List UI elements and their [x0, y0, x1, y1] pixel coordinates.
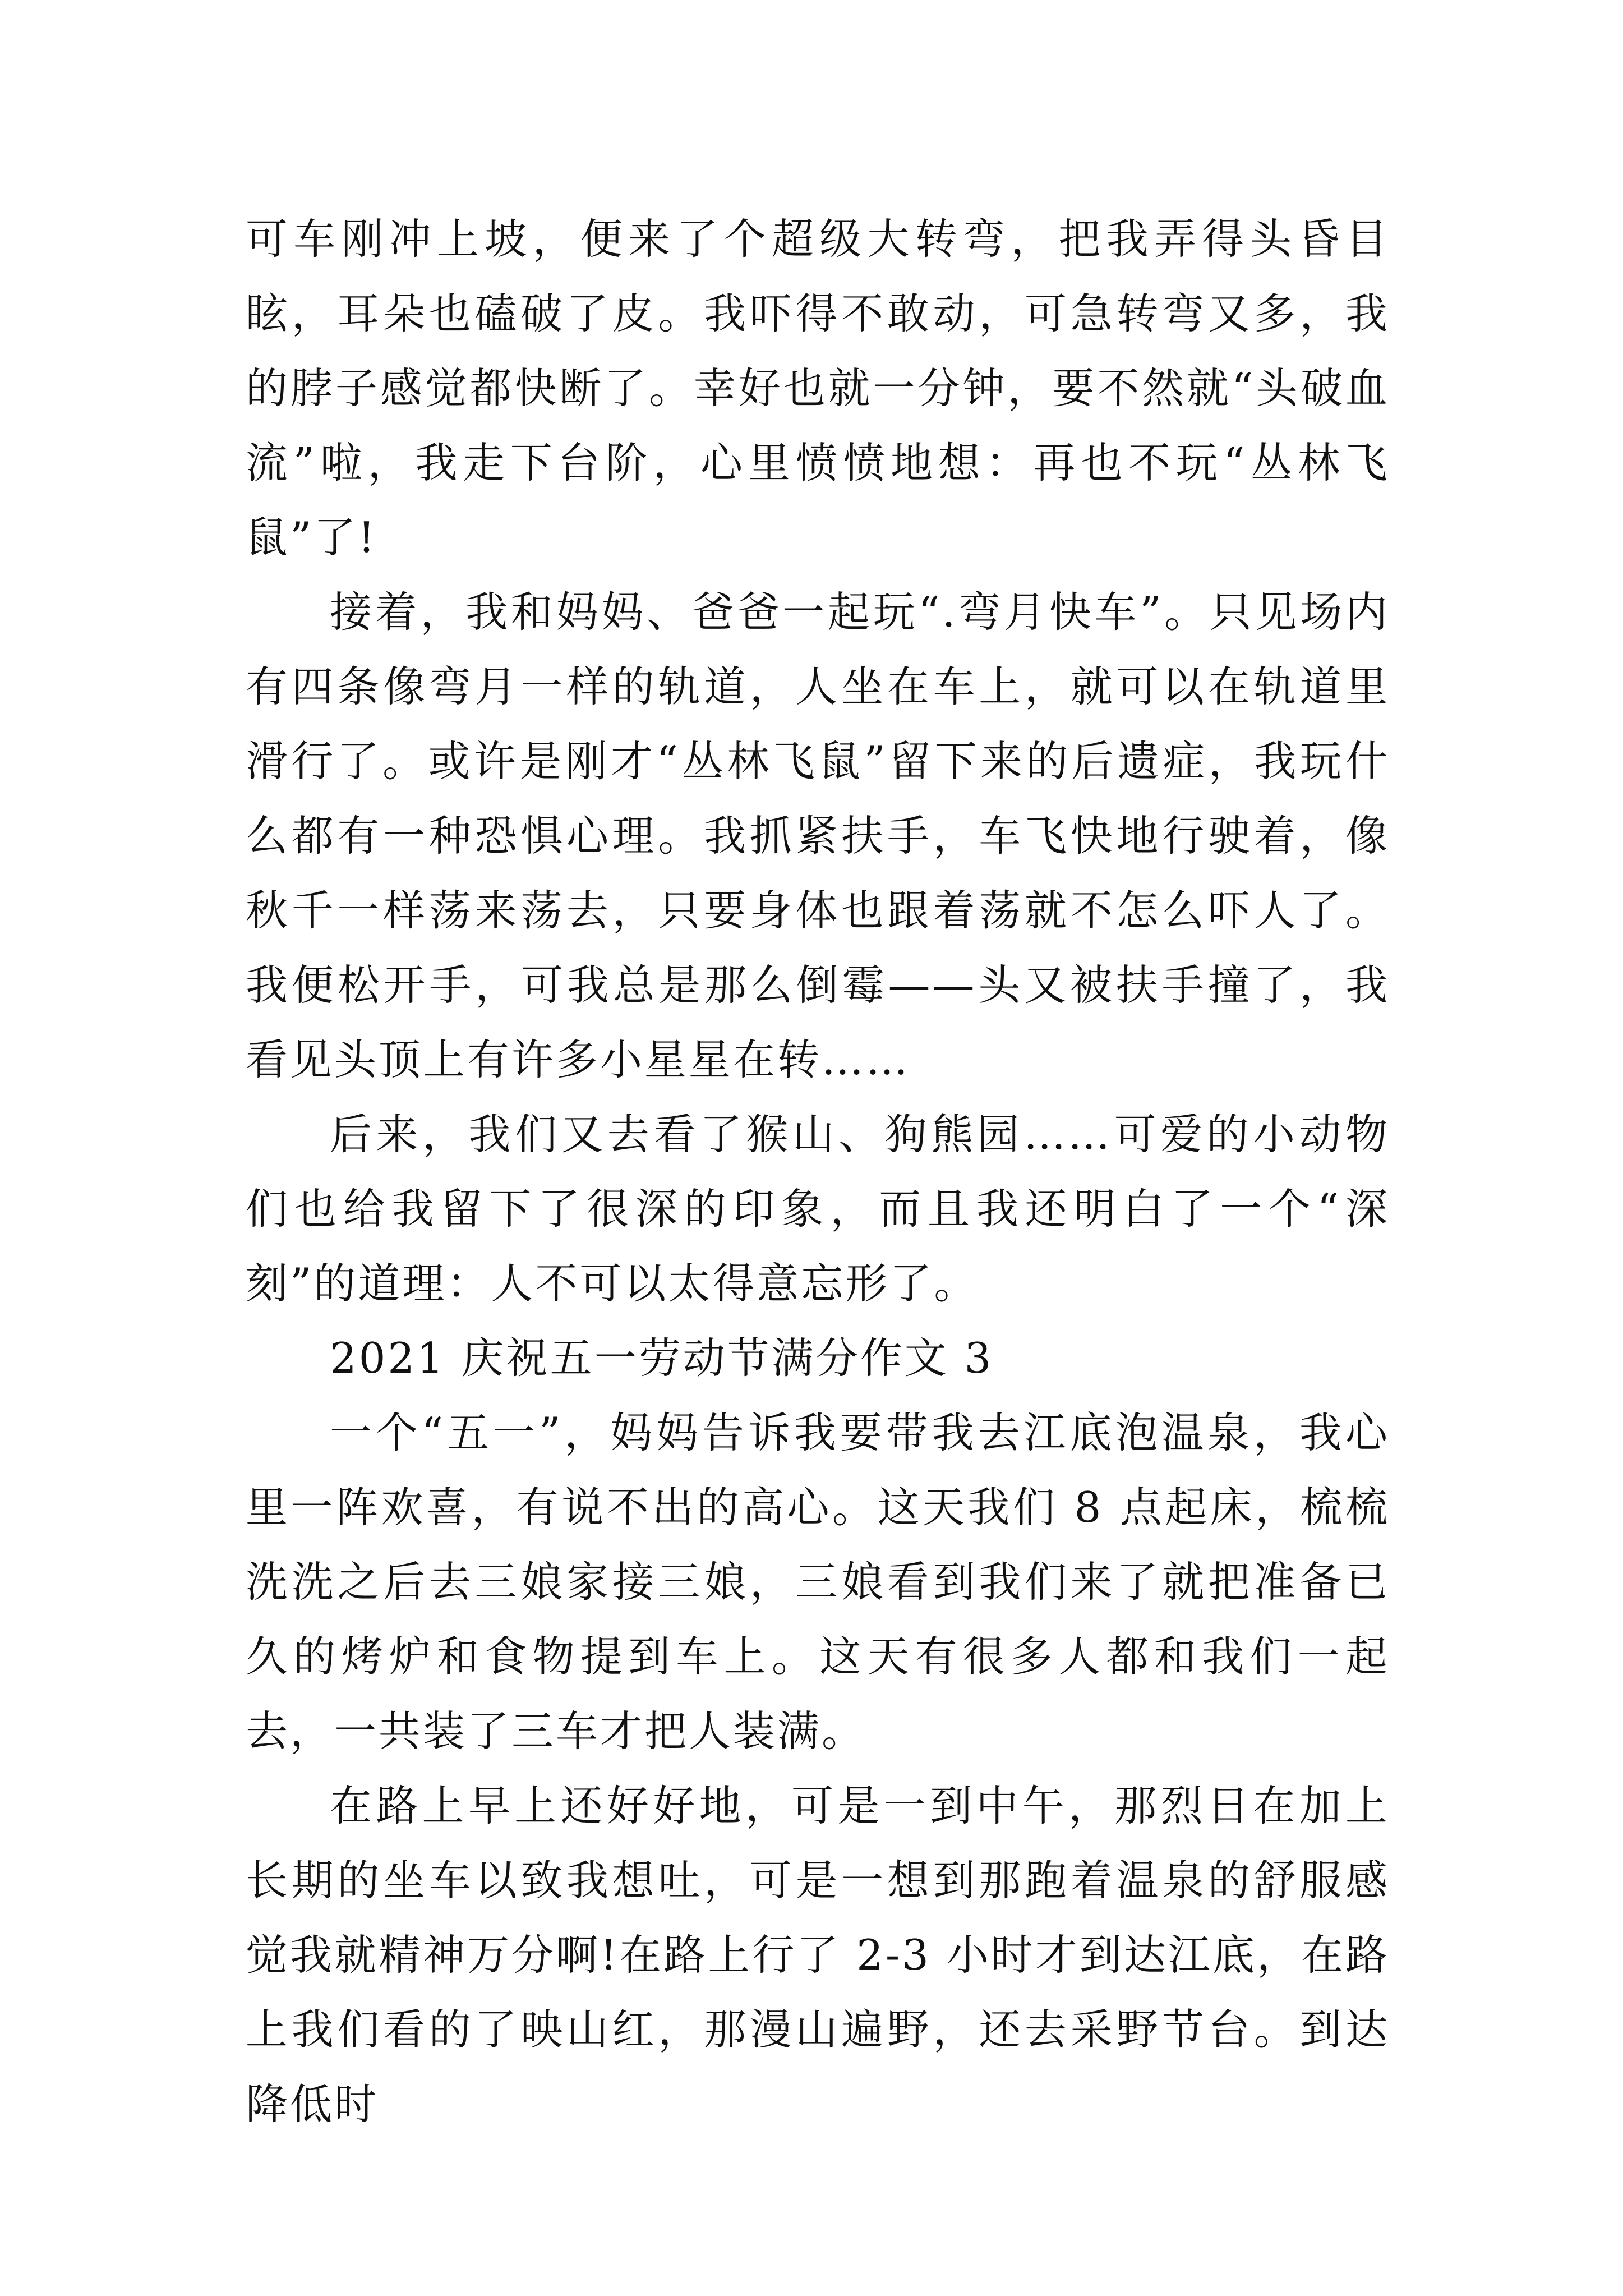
paragraph-monkey-mountain: 后来，我们又去看了猴山、狗熊园……可爱的小动物们也给我留下了很深的印象，而且我还明白了一个“深刻”的道理：人不可以太得意忘形了。	[246, 1110, 1390, 1308]
paragraph-continuation: 可车刚冲上坡，便来了个超级大转弯，把我弄得头昏目眩，耳朵也磕破了皮。我吓得不敢动，可急转弯又多，我的脖子感觉都快断了。幸好也就一分钟，要不然就“头破血流”啦，我走下台阶，心里愤愤地想：再也不玩“丛林飞鼠”了!	[246, 214, 1390, 562]
paragraph-crescent-coaster: 接着，我和妈妈、爸爸一起玩“.弯月快车”。只见场内有四条像弯月一样的轨道，人坐在车上，就可以在轨道里滑行了。或许是刚才“丛林飞鼠”留下来的后遗症，我玩什么都有一种恐惧心理。我抓紧扶手，车飞快地行驶着，像秋千一样荡来荡去，只要身体也跟着荡就不怎么吓人了。我便松开手，可我总是那么倒霉——头又被扶手撞了，我看见头顶上有许多小星星在转……	[246, 587, 1390, 1084]
document-body	[246, 202, 1390, 2142]
paragraph-hot-spring-trip: 一个“五一”，妈妈告诉我要带我去江底泡温泉，我心里一阵欢喜，有说不出的高心。这天我们 8 点起床，梳梳洗洗之后去三娘家接三娘，三娘看到我们来了就把准备已久的烤炉和食物提到车上。这天有很多人都和我们一起去，一共装了三车才把人装满。	[246, 1408, 1390, 1756]
essay-heading: 2021 庆祝五一劳动节满分作文 3	[330, 1333, 994, 1383]
paragraph-on-the-road: 在路上早上还好好地，可是一到中午，那烈日在加上长期的坐车以致我想吐，可是一想到那跑着温泉的舒服感觉我就精神万分啊!在路上行了 2-3 小时才到达江底，在路上我们看的了映山红，那漫山遍野，还去采野节台。到达降低时	[246, 1781, 1390, 2129]
